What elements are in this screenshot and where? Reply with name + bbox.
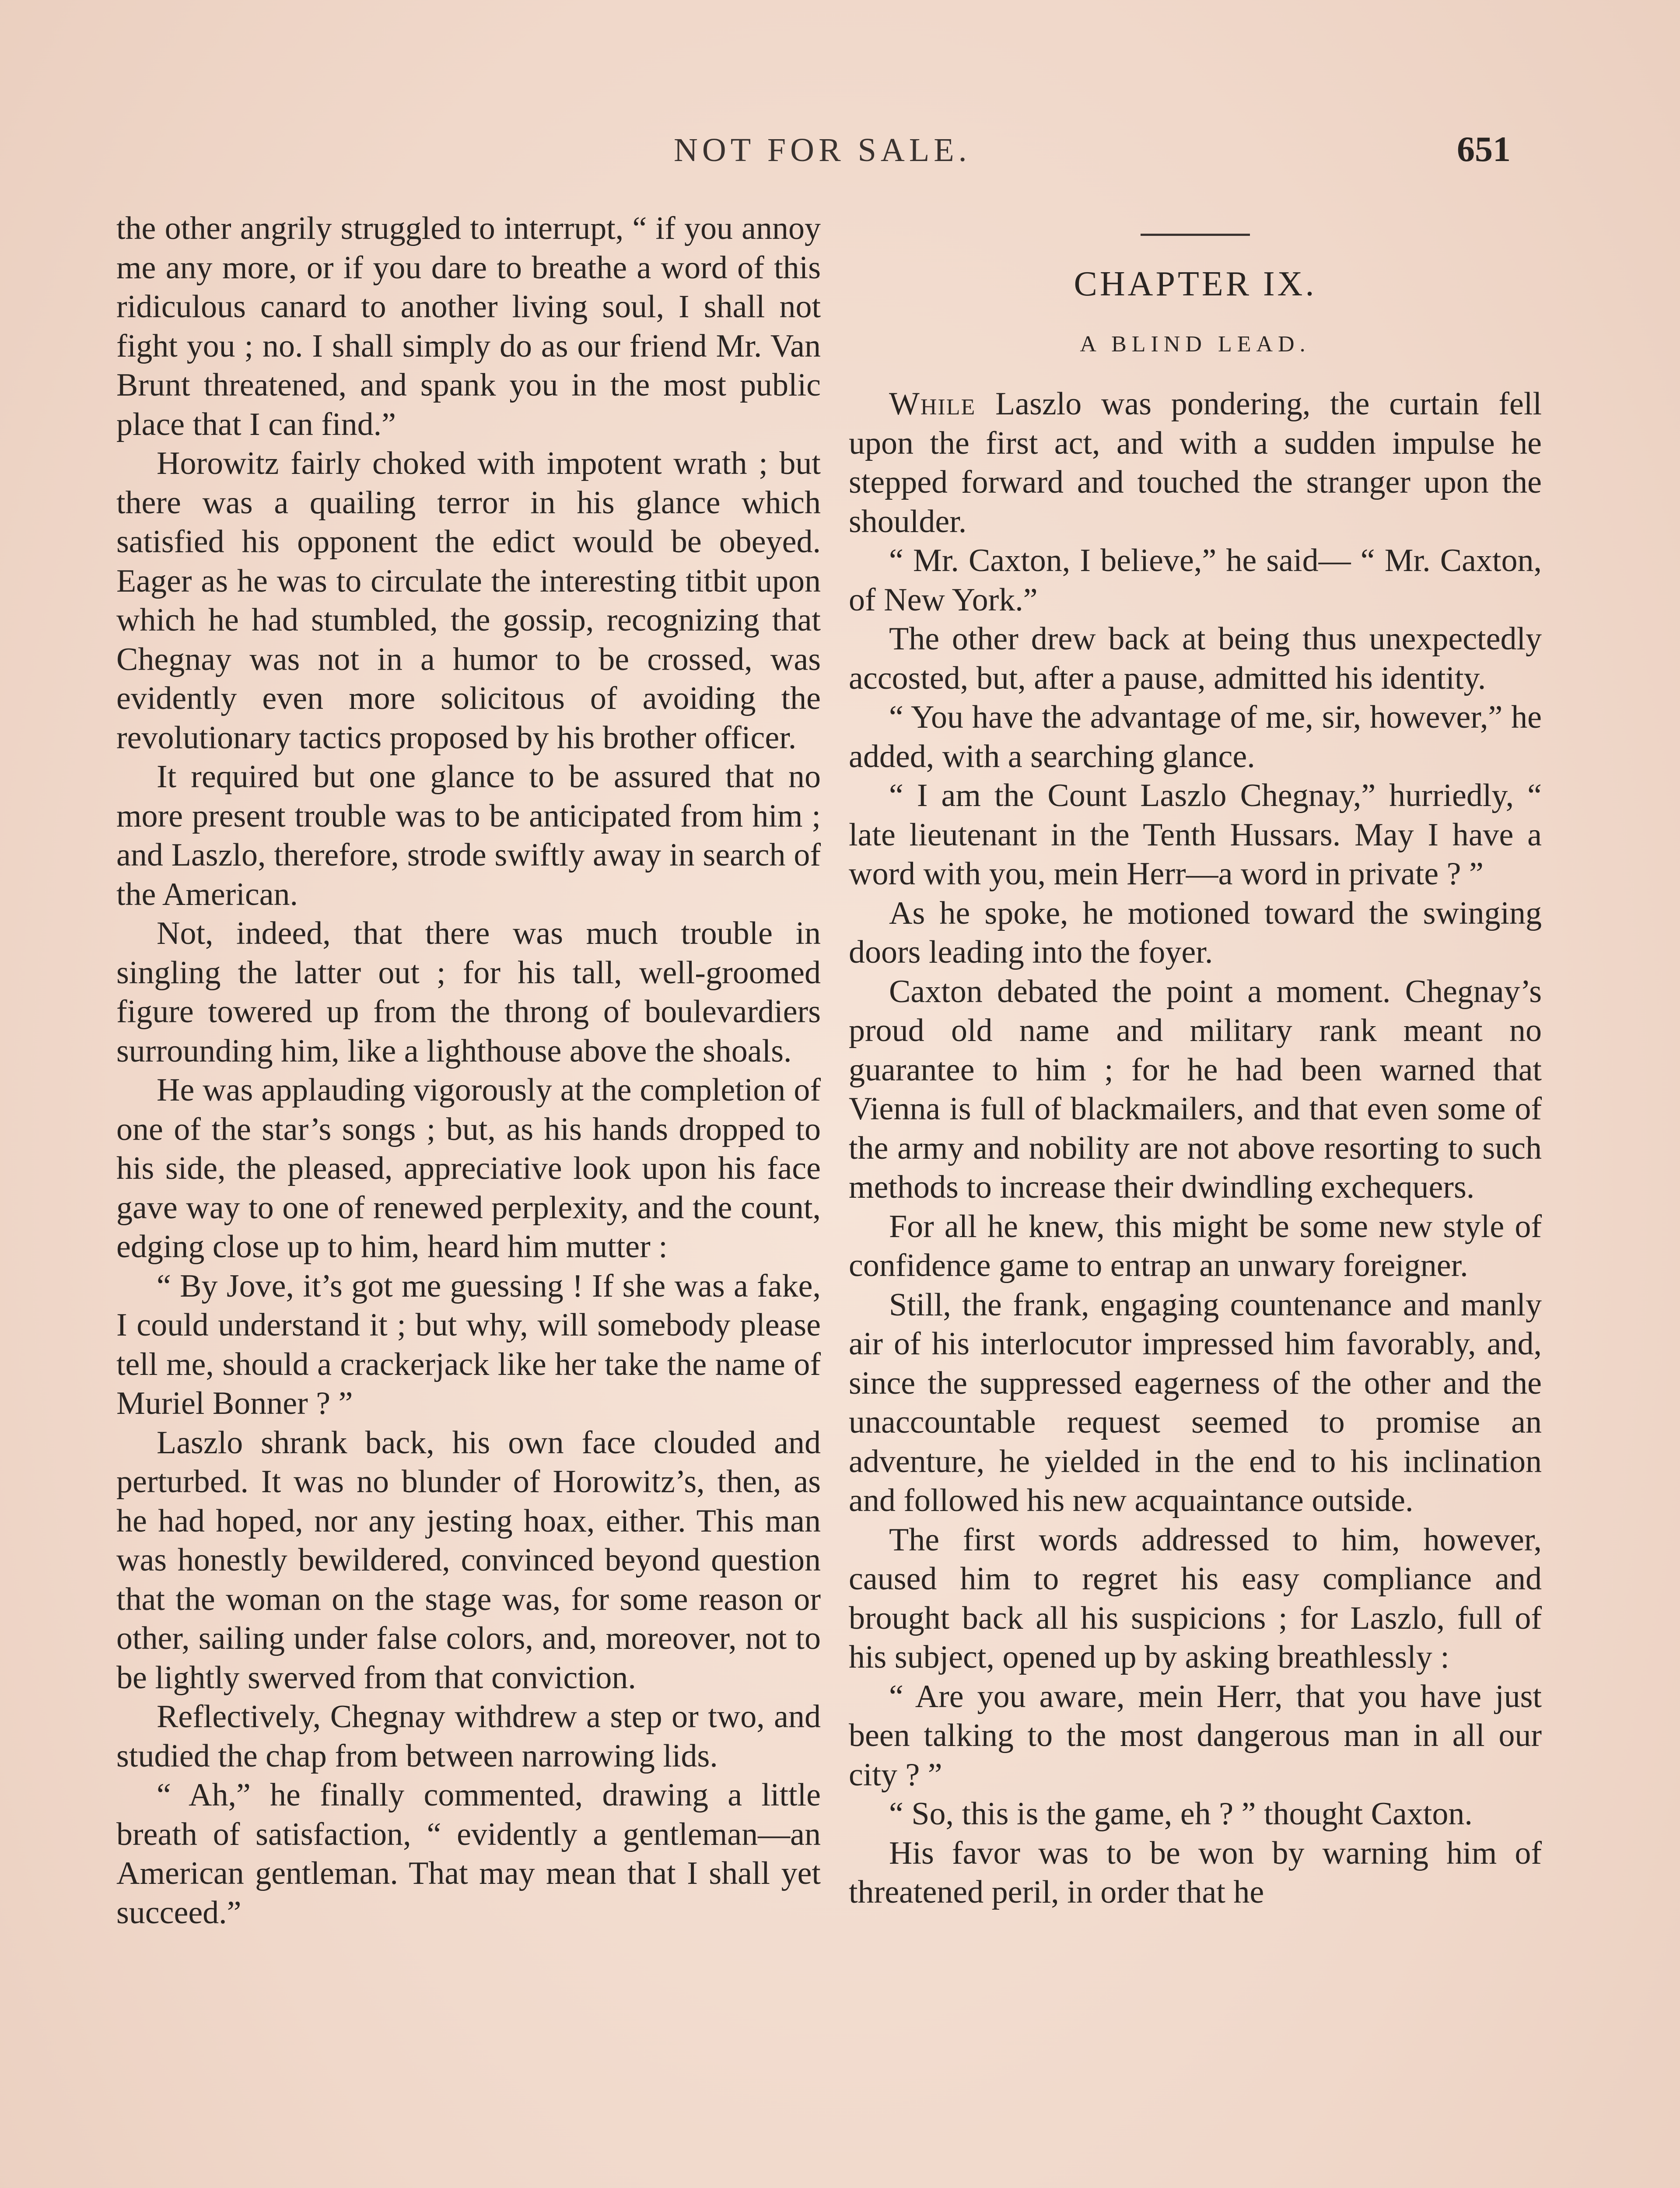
drop-lead-word: While [889,386,976,422]
right-column [849,209,1542,1912]
paragraph [849,385,1542,541]
paragraph: “ So, this is the game, eh ? ” thought Caxton. [889,1796,1473,1832]
page-number: 651 [1457,129,1511,169]
chapter-subtitle: A BLIND LEAD. [1080,332,1311,357]
paragraph: Horowitz fairly choked with impotent wrath ; but there was a quailing terror in his glance which satisfied his opponent the edict would be obeyed. Eager as he was to circulate the interesting titbit upon which he had stumbled, the gossip, recognizing that Chegnay was not in a humor to be crossed, was evidently even more solicitous of avoiding the revolutionary tactics proposed by his brother officer. [116,445,821,756]
paragraph: His favor was to be won by warning him of threatened peril, in order that he [849,1835,1542,1910]
paragraph-text: Laszlo was pondering, the curtain fell upon the first act, and with a sudden impulse he stepped forward and touched the stranger upon the shoulder. [849,386,1542,540]
paragraph: He was applauding vigorously at the completion of one of the star’s songs ; but, as his hands dropped to his side, the pleased, appreciative look upon his face gave way to one of renewed perplexity, and the count, edging close up to him, heard him mutter : [116,1072,821,1265]
paragraph: Caxton debated the point a moment. Chegnay’s proud old name and military rank meant no guarantee to him ; for he had been warned that Vienna is full of blackmailers, and that even some of the army and nobility are not above resorting to such methods to increase their dwindling exchequers. [849,973,1542,1205]
paragraph: “ Are you aware, mein Herr, that you have just been talking to the most dangerous man in all our city ? ” [849,1678,1542,1793]
paragraph: “ By Jove, it’s got me guessing ! If she was a fake, I could understand it ; but why, will somebody please tell me, should a crackerjack like her take the name of Muriel Bonner ? ” [116,1268,821,1421]
paragraph: Reflectively, Chegnay withdrew a step or two, and studied the chap from between narrowing lids. [116,1699,821,1774]
paragraph: The first words addressed to him, however, caused him to regret his easy compliance and brought back all his suspicions ; for Laszlo, full of his subject, opened up by asking breathlessly : [849,1522,1542,1675]
chapter-title: CHAPTER IX. [1074,265,1317,303]
paragraph: It required but one glance to be assured that no more present trouble was to be anticipated from him ; and Laszlo, therefore, strode swiftly away in search of the American. [116,759,821,912]
paragraph: Still, the frank, engaging countenance and manly air of his interlocutor impressed him favorably, and, since the suppressed eagerness of the other and the unaccountable request seemed to promise an adventure, he yielded in the end to his inclination and followed his new acquaintance outside. [849,1287,1542,1518]
paragraph: “ Ah,” he finally commented, drawing a little breath of satisfaction, “ evidently a gentleman—an American gentleman. That may mean that I shall yet succeed.” [116,1777,821,1931]
running-title: NOT FOR SALE. [674,132,971,168]
paragraph: Laszlo shrank back, his own face clouded and perturbed. It was no blunder of Horowitz’s, then, as he had hoped, nor any jesting hoax, either. This man was honestly bewildered, convinced beyond question that the woman on the stage was, for some reason or other, sailing under false colors, and, moreover, not to be lightly swerved from that conviction. [116,1424,821,1696]
paragraph: the other angrily struggled to interrupt, “ if you annoy me any more, or if you dare to breathe a word of this ridiculous canard to another living soul, I shall not fight you ; no. I shall simply do as our friend Mr. Van Brunt threatened, and spank you in the most public place that I can find.” [116,210,821,442]
paragraph: For all he knew, this might be some new style of confidence game to entrap an unwary foreigner. [849,1208,1542,1283]
paragraph: “ Mr. Caxton, I believe,” he said— “ Mr. Caxton, of New York.” [849,543,1542,618]
section-divider [1141,234,1250,236]
paragraph: Not, indeed, that there was much trouble in singling the latter out ; for his tall, well-groomed figure towered up from the throng of boulevardiers surrounding him, like a lighthouse above the shoals. [116,915,821,1069]
paragraph: As he spoke, he motioned toward the swinging doors leading into the foyer. [849,895,1542,970]
left-column [116,209,821,1932]
paragraph: “ I am the Count Laszlo Chegnay,” hurriedly, “ late lieutenant in the Tenth Hussars. May I have a word with you, mein Herr—a word in private ? ” [849,778,1542,892]
paragraph: The other drew back at being thus unexpectedly accosted, but, after a pause, admitted his identity. [849,621,1542,696]
paragraph: “ You have the advantage of me, sir, however,” he added, with a searching glance. [849,699,1542,775]
